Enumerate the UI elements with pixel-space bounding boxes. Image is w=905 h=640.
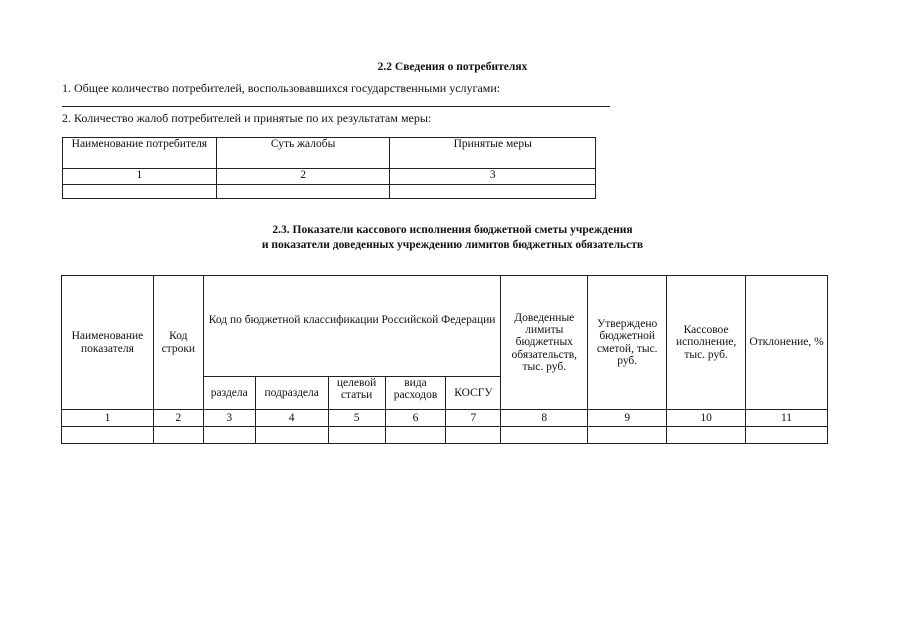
col-header-budget-classification: Код по бюджетной классификации Российской Федерации bbox=[203, 276, 501, 377]
col-number: 5 bbox=[328, 410, 385, 427]
col-number: 3 bbox=[203, 410, 255, 427]
col-number: 3 bbox=[390, 169, 596, 185]
table-cell bbox=[255, 427, 328, 444]
table-cell bbox=[501, 427, 588, 444]
col-header-consumer-name: Наименование потребителя bbox=[63, 138, 217, 169]
consumers-count-blank-line bbox=[62, 106, 610, 107]
table-cell bbox=[153, 427, 203, 444]
table-cell bbox=[446, 427, 501, 444]
col-header-target-item: целевой статьи bbox=[328, 377, 385, 410]
col-number: 10 bbox=[667, 410, 746, 427]
table-cell bbox=[588, 427, 667, 444]
col-number: 11 bbox=[746, 410, 828, 427]
table-cell bbox=[63, 185, 217, 199]
col-header-complaint: Суть жалобы bbox=[216, 138, 390, 169]
section-2-3-title-line2: и показатели доведенных учреждению лимитов бюджетных обязательств bbox=[261, 239, 644, 251]
table-row bbox=[63, 185, 596, 199]
table-header-row bbox=[62, 276, 828, 377]
col-number: 8 bbox=[501, 410, 588, 427]
col-number: 1 bbox=[62, 410, 154, 427]
col-header-section: раздела bbox=[203, 377, 255, 410]
table-header-row bbox=[63, 138, 596, 169]
complaints-label: 2. Количество жалоб потребителей и принятые по их результатам меры: bbox=[62, 111, 432, 125]
col-header-kosgu: КОСГУ bbox=[446, 377, 501, 410]
col-header-limits: Доведенные лимиты бюджетных обязательств, тыс. руб. bbox=[501, 276, 588, 410]
table-number-row bbox=[62, 410, 828, 427]
col-header-deviation: Отклонение, % bbox=[746, 276, 828, 410]
section-2-2-title: 2.2 Сведения о потребителях bbox=[377, 61, 528, 73]
table-row bbox=[62, 427, 828, 444]
col-header-measures: Принятые меры bbox=[390, 138, 596, 169]
budget-execution-table bbox=[61, 275, 828, 444]
col-header-cash-execution: Кассовое исполнение, тыс. руб. bbox=[667, 276, 746, 410]
table-cell bbox=[328, 427, 385, 444]
col-number: 9 bbox=[588, 410, 667, 427]
table-cell bbox=[746, 427, 828, 444]
table-cell bbox=[216, 185, 390, 199]
col-number: 2 bbox=[153, 410, 203, 427]
col-number: 7 bbox=[446, 410, 501, 427]
complaints-table bbox=[62, 137, 596, 199]
table-cell bbox=[667, 427, 746, 444]
table-number-row bbox=[63, 169, 596, 185]
col-number: 2 bbox=[216, 169, 390, 185]
col-number: 6 bbox=[385, 410, 446, 427]
section-2-3-title-line1: 2.3. Показатели кассового исполнения бюджетной сметы учреждения bbox=[272, 224, 633, 236]
col-header-approved: Утверждено бюджетной сметой, тыс. руб. bbox=[588, 276, 667, 410]
table-cell bbox=[385, 427, 446, 444]
col-number: 4 bbox=[255, 410, 328, 427]
col-header-expense-type: вида расходов bbox=[385, 377, 446, 410]
col-header-indicator-name: Наименование показателя bbox=[62, 276, 154, 410]
table-cell bbox=[390, 185, 596, 199]
table-cell bbox=[62, 427, 154, 444]
col-number: 1 bbox=[63, 169, 217, 185]
consumers-count-label: 1. Общее количество потребителей, воспользовавшихся государственными услугами: bbox=[62, 81, 501, 95]
table-cell bbox=[203, 427, 255, 444]
col-header-line-code: Код строки bbox=[153, 276, 203, 410]
col-header-subsection: подраздела bbox=[255, 377, 328, 410]
